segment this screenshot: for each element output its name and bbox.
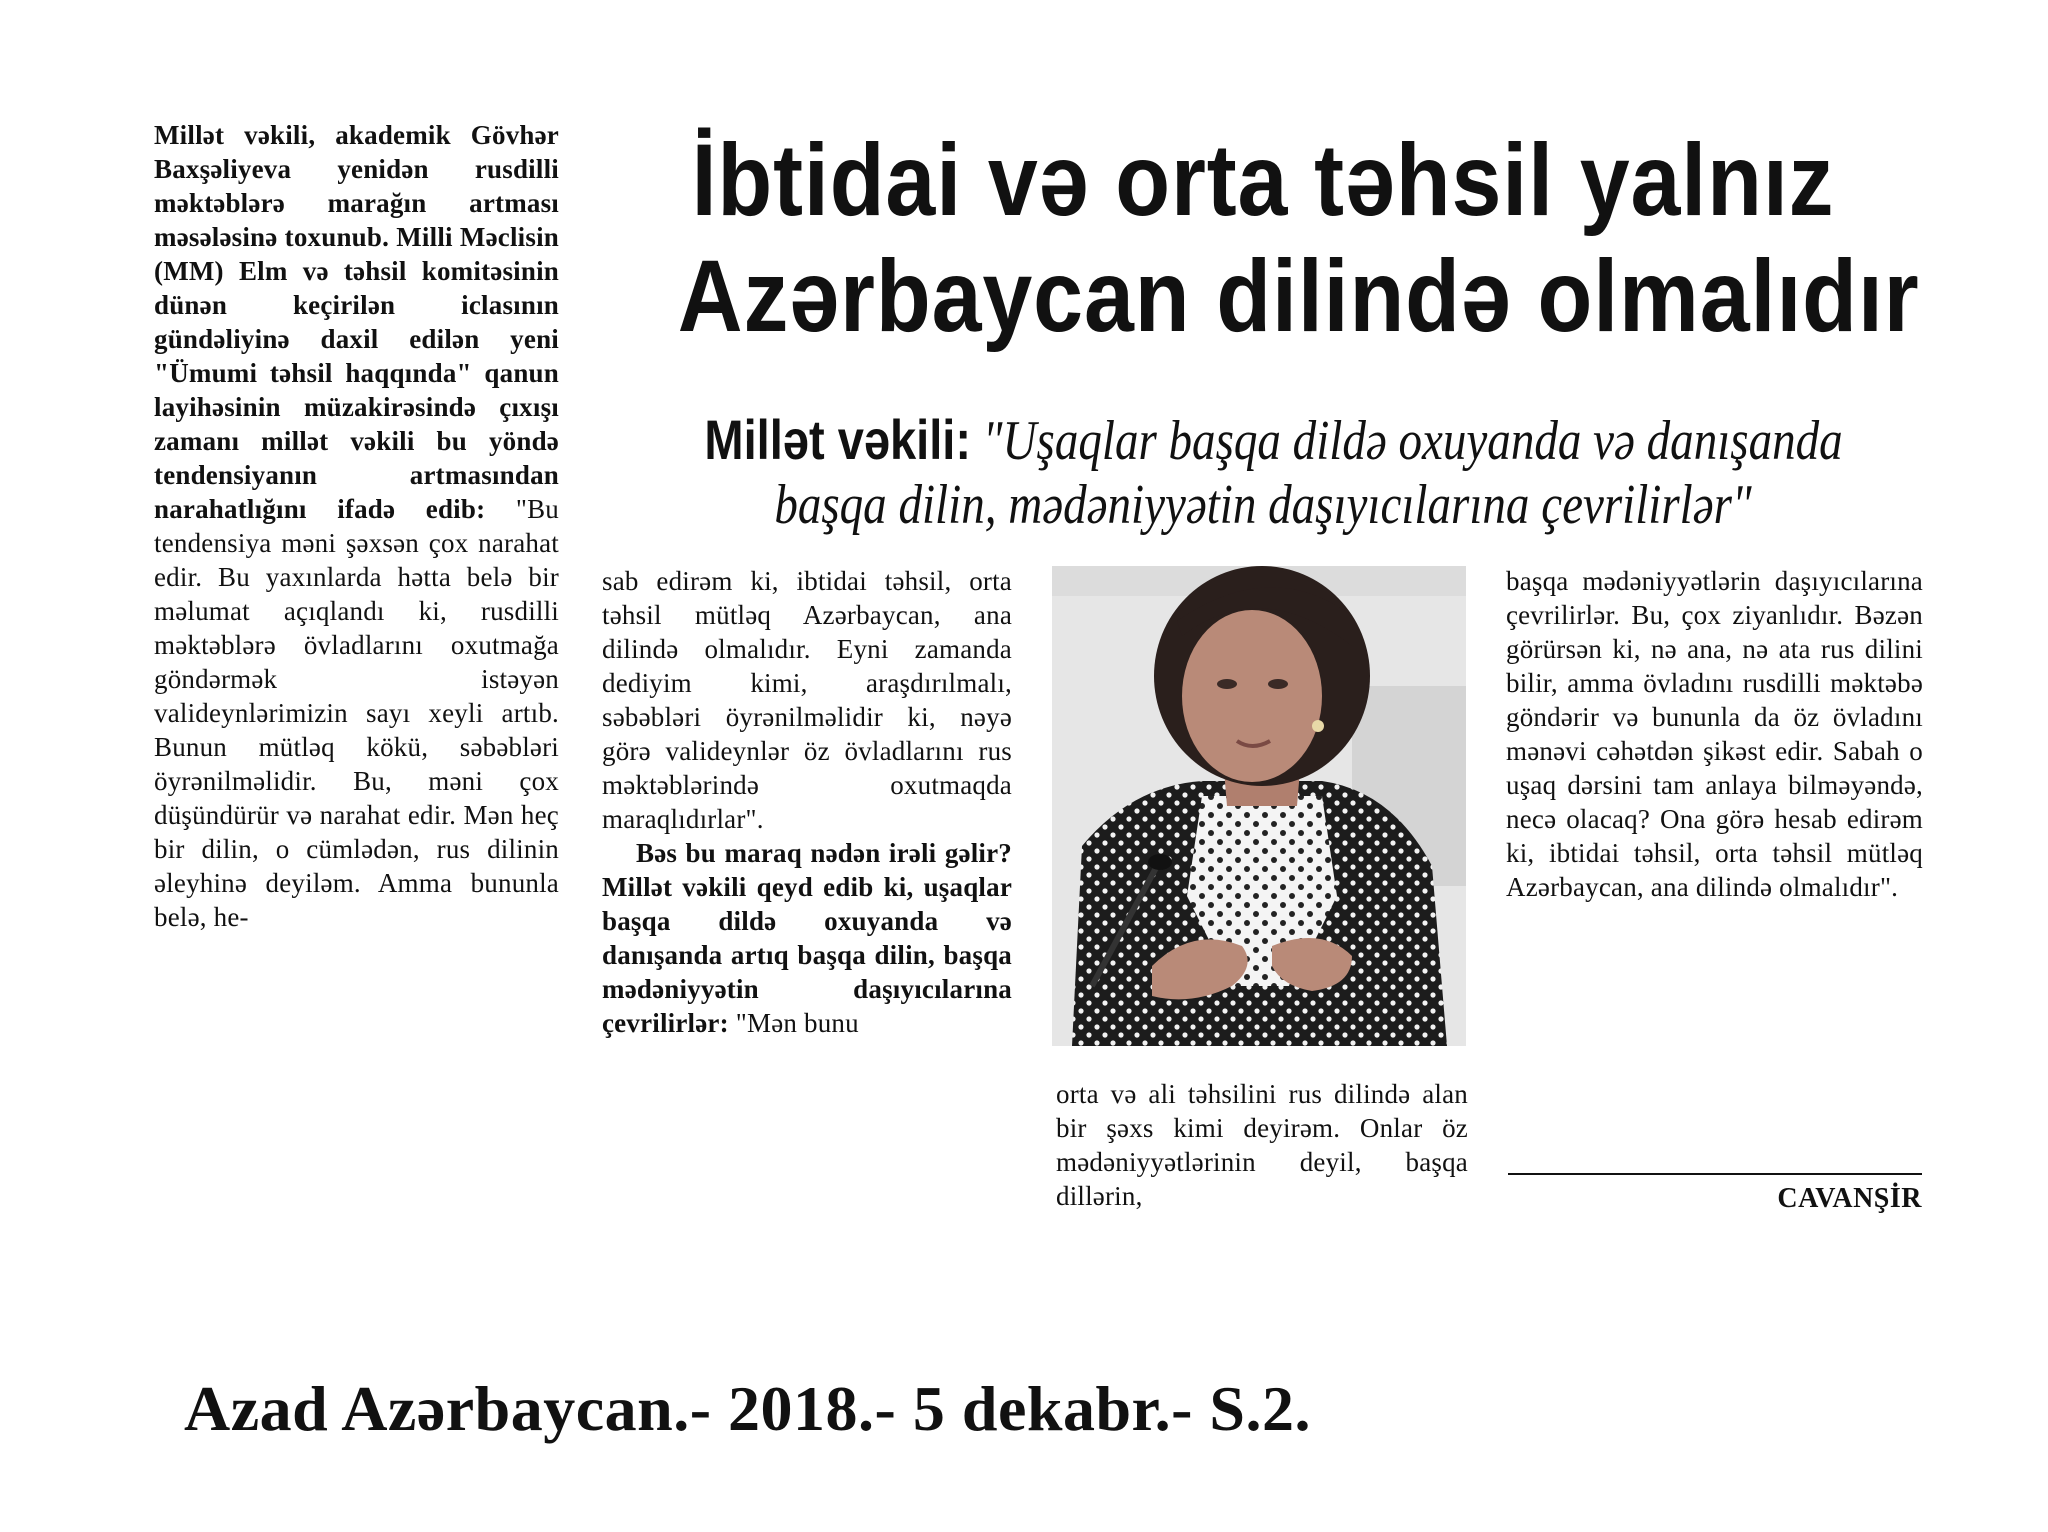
subheadline-label: Millət vəkili: [704, 408, 972, 471]
column-2-bold-text: Bəs bu maraq nədən irəli gəlir? Millət vəkili qeyd edib ki, uşaqlar başqa dildə oxuyanda və danışanda artıq başqa dilin, başqa mədəniyyətin daşıyıcılarına çevrilirlər: [602, 838, 1012, 1038]
lead-paragraph: Millət vəkili, akademik Gövhər Baxşəliyeva yenidən rusdilli məktəblərə marağın artması məsələsinə toxunub. Milli Məclisin (MM) Elm və təhsil komitəsinin dünən keçirilən iclasının gündəliyinə daxil edilən yeni "Ümumi təhsil haqqında" qanun layihəsinin müzakirəsində çıxışı zamanı millət vəkili bu yöndə tendensiyanın artmasından narahatlığını ifadə edib: [154, 120, 559, 524]
article-photo [1052, 566, 1466, 1046]
column-1-body: "Bu tendensiya məni şəxsən çox narahat edir. Bu yaxınlarda hətta belə bir məlumat açıqlandı ki, rusdilli məktəblərə övladlarını oxutmağa göndərmək istəyən valideynlərimizin sayı xeyli artıb. Bunun mütləq kökü, səbəbləri öyrənilməlidir. Bu, məni çox düşündürür və narahat edir. Mən heç bir dilin, o cümlədən, rus dilinin əleyhinə deyiləm. Amma bununla belə, he- [154, 494, 559, 932]
subheadline-line-1 [704, 408, 1843, 473]
column-1-text [154, 118, 559, 934]
column-2 [602, 564, 1012, 1040]
woman-speaking-photo [1052, 566, 1466, 1046]
column-2-para-1: sab edirəm ki, ibtidai təhsil, orta təhsil mütləq Azərbaycan, ana dilində olmalıdır. Eyni zamanda dediyim kimi, araşdırılmalı, səbəbləri öyrənilməlidir ki, nəyə görə valideynlər öz övladlarını rus məktəblərində oxutmaqda maraqlıdırlar". [602, 566, 1012, 834]
column-1 [154, 118, 559, 934]
column-2-rest: "Mən bunu [735, 1008, 859, 1038]
column-2-para-2 [602, 836, 1012, 1040]
column-4 [1506, 564, 1923, 904]
column-4-text: başqa mədəniyyətlərin daşıyıcılarına çevrilirlər. Bu, çox ziyanlıdır. Bəzən görürsən ki, nə ana, nə ata rus dilini bilir, amma övladını rusdilli məktəbə göndərir və bununla da öz övladını mənəvi cəhətdən şikəst edir. Sabah o uşaq dərsini tam anlaya bilməyəndə, necə olacaq? Ona görə hesab edirəm ki, ibtidai təhsil, orta təhsil mütləq Azərbaycan, ana dilində olmalıdır". [1506, 566, 1923, 902]
subheadline-quote-2: başqa dilin, mədəniyyətin daşıyıcılarına çevrilirlər" [774, 474, 1752, 536]
subheadline [704, 408, 1843, 537]
source-citation: Azad Azərbaycan.- 2018.- 5 dekabr.- S.2. [184, 1373, 1311, 1444]
subheadline-quote-1: "Uşaqlar başqa dildə oxuyanda və danışanda [982, 410, 1843, 472]
column-3-text: orta və ali təhsilini rus dilində alan bir şəxs kimi deyirəm. Onlar öz mədəniyyətlərinin deyil, başqa dillərin, [1056, 1079, 1468, 1211]
headline-line-2: Azərbaycan dilində olmalıdır [677, 239, 1920, 353]
headline-line-1: İbtidai və orta təhsil yalnız [691, 123, 1835, 237]
column-3 [1056, 1077, 1468, 1213]
headline [677, 122, 1920, 354]
byline: CAVANŞİR [1777, 1183, 1922, 1214]
byline-divider [1508, 1173, 1922, 1175]
subheadline-line-2 [704, 473, 1821, 537]
